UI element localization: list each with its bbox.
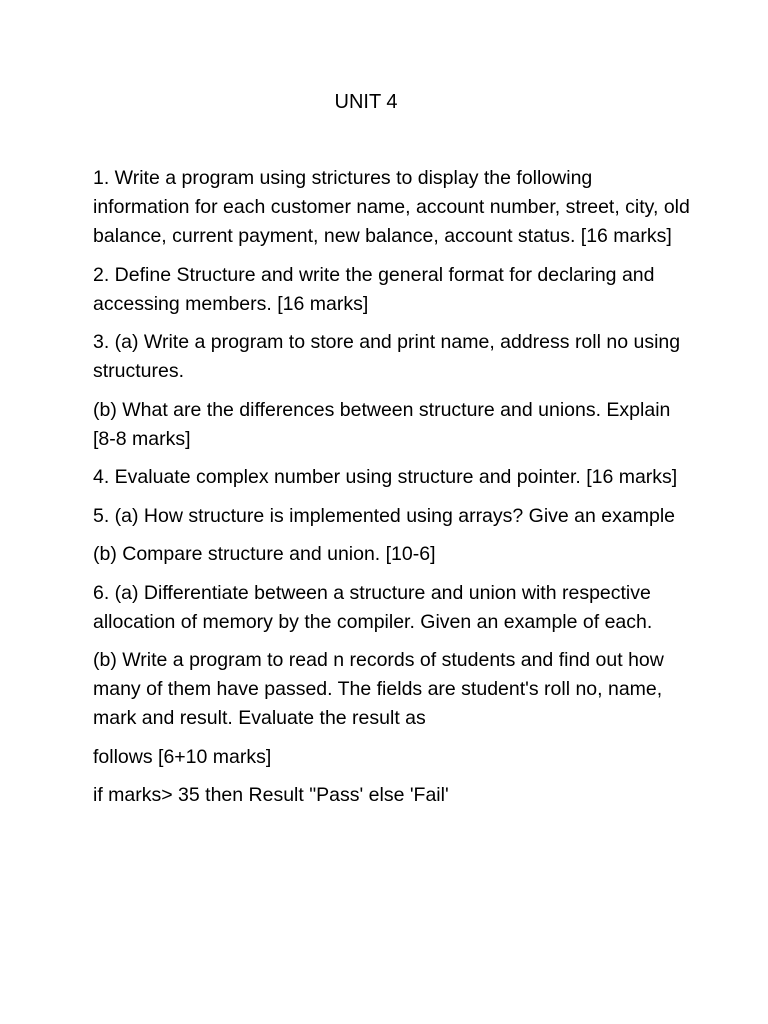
question-6b-marks: follows [6+10 marks] [93, 745, 272, 768]
question-4: 4. Evaluate complex number using structure and pointer. [16 marks] [93, 466, 678, 488]
document-body [93, 164, 693, 820]
question-3a: 3. (a) Write a program to store and print name, address roll no using structures. [93, 331, 681, 382]
question-2: 2. Define Structure and write the general format for declaring and accessing members. [16 marks] [93, 263, 655, 315]
question-5a: 5. (a) How structure is implemented using arrays? Give an example [93, 504, 675, 527]
question-3b: (b) What are the differences between structure and unions. Explain [8-8 marks] [93, 398, 671, 450]
question-6b: (b) Write a program to read n records of students and find out how many of them have passed. The fields are student's roll no, name, mark and result. Evaluate the result as [93, 649, 664, 729]
question-6b-rule: if marks> 35 then Result "Pass' else 'Fail' [93, 784, 449, 806]
question-6a: 6. (a) Differentiate between a structure and union with respective allocation of memory by the compiler. Given an example of each. [93, 581, 653, 633]
question-1: 1. Write a program using strictures to display the following information for each customer name, account number, street, city, old balance, current payment, new balance, account status. [16 marks] [93, 167, 690, 247]
document-title: UNIT 4 [334, 91, 398, 113]
question-5b: (b) Compare structure and union. [10-6] [93, 543, 436, 565]
